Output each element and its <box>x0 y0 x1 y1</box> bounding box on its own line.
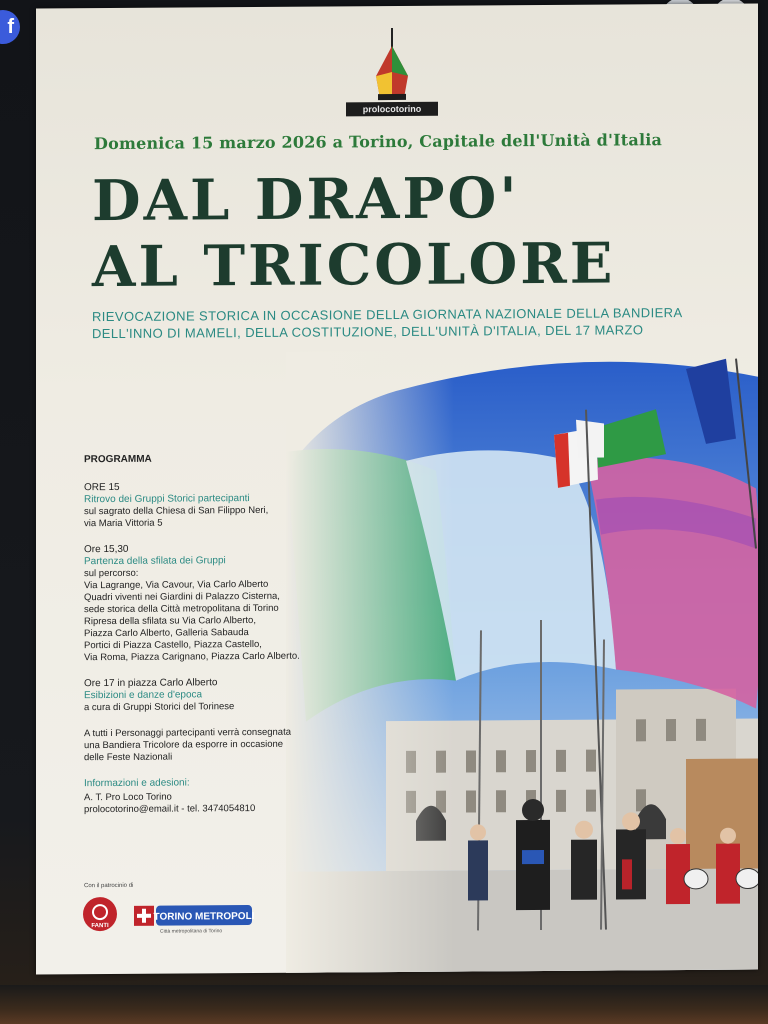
program-time: ORE 15 <box>84 481 120 494</box>
poster-subtitle <box>92 304 692 342</box>
program-block-2 <box>84 543 324 665</box>
contact-info <box>84 777 324 817</box>
program-line: a cura di Gruppi Storici del Torinese <box>84 701 235 714</box>
torino-metropoli-label: TORINO METROPOLI <box>153 910 254 923</box>
program-title: Partenza della sfilata dei Gruppi <box>84 555 226 568</box>
contact-heading: Informazioni e adesioni: <box>84 777 190 790</box>
contact-org: A. T. Pro Loco Torino <box>84 791 172 804</box>
program-heading: PROGRAMMA <box>84 453 152 466</box>
subtitle-line-2: DELL'INNO DI MAMELI, DELLA COSTITUZIONE, DELL'UNITÀ D'ITALIA, DEL 17 MARZO <box>92 322 644 342</box>
program-time: Ore 17 in piazza Carlo Alberto <box>84 677 218 690</box>
program-line: Quadri viventi nei Giardini di Palazzo Cisterna, <box>84 590 280 604</box>
torino-metropoli-sublabel: Città metropolitana di Torino <box>160 928 223 934</box>
program-line: Ripresa della sfilata su Via Carlo Alberto, <box>84 614 256 628</box>
program-line: Piazza Carlo Alberto, Galleria Sabauda <box>84 627 249 640</box>
program-line: via Maria Vittoria 5 <box>84 517 163 530</box>
fanti-label: FANTI <box>91 923 109 930</box>
program-title: Esibizioni e danze d'epoca <box>84 689 203 702</box>
patronage-label: Con il patrocinio di <box>84 882 134 890</box>
note-line: delle Feste Nazionali <box>84 751 173 764</box>
program-line: sul percorso: <box>84 567 139 580</box>
program-title: Ritrovo dei Gruppi Storici partecipanti <box>84 493 250 506</box>
contact-email-phone: prolocotorino@email.it - tel. 3474054810 <box>84 802 256 816</box>
flags-and-piazza-illustration <box>286 348 758 974</box>
monitor-bezel <box>0 985 768 1024</box>
fanti-emblem-icon <box>82 896 118 932</box>
logo-label: prolocotorino <box>346 102 438 117</box>
program-line: Via Roma, Piazza Carignano, Piazza Carlo Alberto. <box>84 650 300 664</box>
event-program <box>84 453 324 817</box>
program-line: Portici di Piazza Castello, Piazza Castello, <box>84 638 262 652</box>
facebook-icon[interactable]: f <box>0 10 20 44</box>
subtitle-line-1: RIEVOCAZIONE STORICA IN OCCASIONE DELLA GIORNATA NAZIONALE DELLA BANDIERA <box>92 305 683 325</box>
event-poster <box>36 3 758 974</box>
torino-metropoli-logo <box>134 901 254 934</box>
poster-title <box>92 164 692 300</box>
title-line-2: AL TRICOLORE <box>92 230 616 301</box>
note-line: una Bandiera Tricolore da esporre in occasione <box>84 738 284 752</box>
title-line-1: DAL DRAPO' <box>92 165 520 235</box>
program-block-3 <box>84 677 324 715</box>
note-line: A tutti i Personaggi partecipanti verrà consegnata <box>84 726 292 740</box>
program-note <box>84 727 324 765</box>
fanti-logo <box>82 896 118 932</box>
program-line: sede storica della Città metropolitana di Torino <box>84 602 279 616</box>
program-line: sul sagrato della Chiesa di San Filippo Neri, <box>84 504 269 518</box>
program-line: Via Lagrange, Via Cavour, Via Carlo Alberto <box>84 578 269 592</box>
program-time: Ore 15,30 <box>84 543 129 556</box>
program-block-1 <box>84 481 324 531</box>
pro-loco-logo <box>346 26 438 123</box>
event-date: Domenica 15 marzo 2026 a Torino, Capitale dell'Unità d'Italia <box>94 130 663 154</box>
mole-antonelliana-icon <box>346 26 438 103</box>
torino-metropoli-emblem-icon <box>134 901 254 934</box>
